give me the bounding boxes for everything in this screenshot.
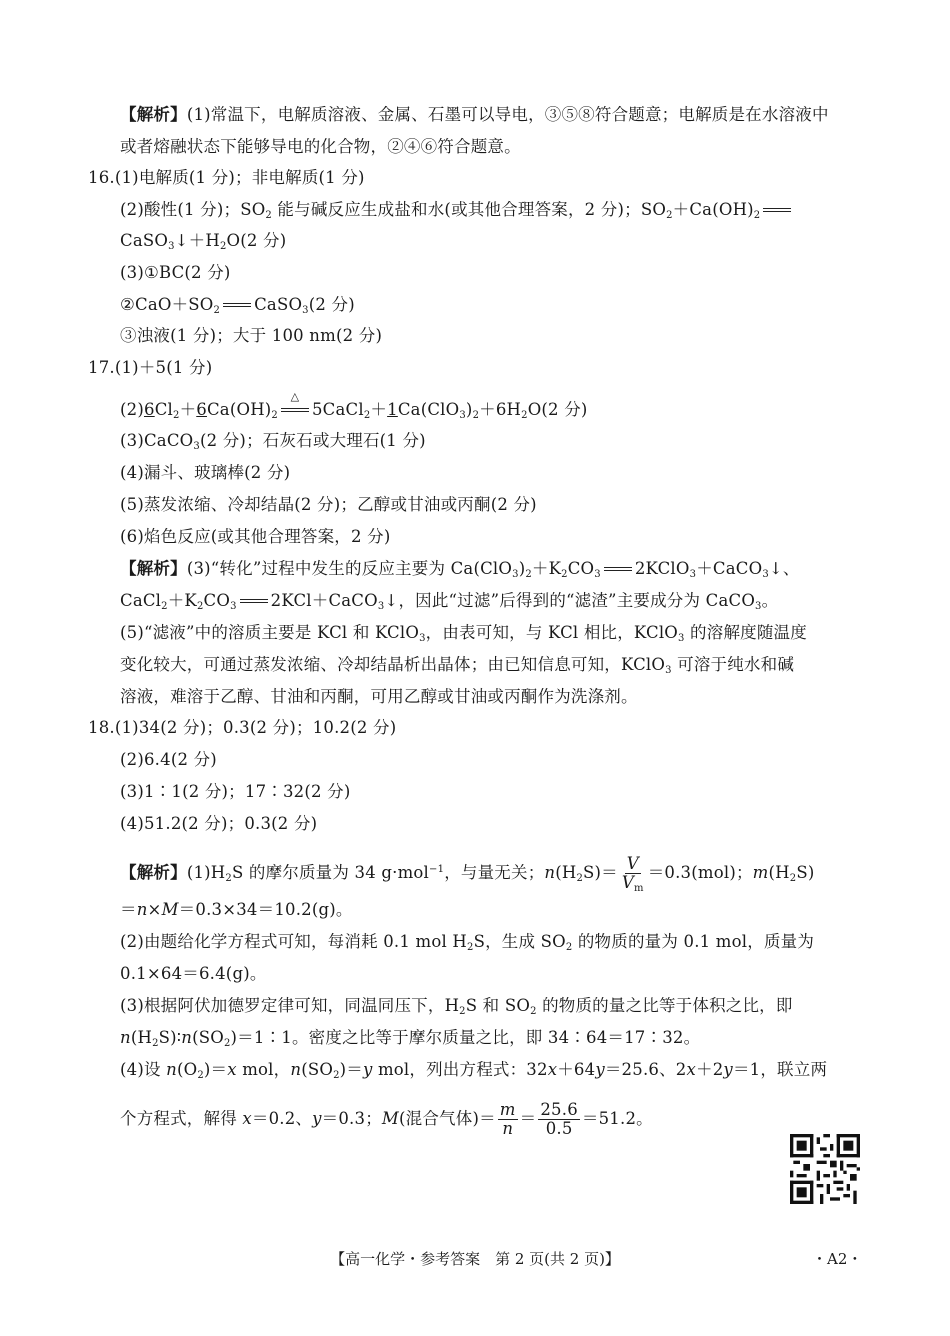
- text: S)＝: [583, 863, 618, 882]
- text: (1)常温下，电解质溶液、金属、石墨可以导电，③⑤⑧符合题意；电解质是在水溶液中: [186, 105, 829, 124]
- text: 0.1×64＝6.4(g)。: [120, 964, 267, 983]
- q18-analysis-8: [120, 1101, 653, 1138]
- text: S 和 SO: [465, 996, 531, 1015]
- text: (4)漏斗、玻璃棒(2 分): [120, 463, 291, 482]
- subscript: 2: [459, 1006, 466, 1017]
- subscript: 2: [521, 410, 528, 421]
- q17-line-4: [120, 462, 290, 484]
- qr-code-icon: [790, 1134, 860, 1204]
- fraction-v-over-vm: [620, 855, 646, 892]
- q17-line-2: [120, 390, 588, 421]
- text: 2KCl＋CaCO: [270, 591, 378, 610]
- q17-line-1: [88, 357, 212, 379]
- subscript: 3: [512, 569, 519, 580]
- text: )＝1∶1。密度之比等于摩尔质量之比，即 34∶64＝17∶32。: [230, 1028, 701, 1047]
- text: ↓，因此“过滤”后得到的“滤渣”主要成分为 CaCO: [384, 591, 756, 610]
- subscript: 2: [467, 942, 474, 953]
- subscript: 2: [565, 942, 573, 953]
- equals-sign: [601, 558, 635, 580]
- text: mol，: [236, 1060, 291, 1079]
- text: (2 分): [308, 295, 355, 314]
- subscript: 3: [459, 410, 466, 421]
- q18-line-1: [88, 717, 396, 739]
- text: 6H: [495, 400, 522, 419]
- q17-analysis-4: [120, 654, 794, 676]
- subscript: 3: [665, 665, 672, 676]
- question-number: 16.: [88, 168, 115, 187]
- q18-analysis-7: [120, 1059, 827, 1081]
- q18-analysis-4: [120, 963, 267, 985]
- text: (混合气体)＝: [399, 1109, 496, 1128]
- text: O(2 分): [226, 231, 287, 250]
- text: (3)①BC(2 分): [120, 263, 231, 282]
- subscript: 3: [594, 569, 601, 580]
- text: ＝: [519, 1109, 537, 1128]
- text: (2)6.4(2 分): [120, 750, 217, 769]
- text: (O: [176, 1060, 198, 1079]
- subscript: 3: [678, 633, 685, 644]
- text: S 的摩尔质量为 34 g·mol: [231, 863, 430, 882]
- text: 能与碱反应生成盐和水(或其他合理答案，2 分)；SO: [271, 200, 667, 219]
- subscript: 2: [219, 241, 227, 252]
- text: (3)“转化”过程中发生的反应主要为 Ca(ClO: [186, 559, 513, 578]
- text: (H: [130, 1028, 153, 1047]
- text: (H: [768, 863, 790, 882]
- variable: M: [161, 900, 179, 919]
- subscript: 2: [666, 210, 673, 221]
- q18-analysis-3: [120, 931, 814, 953]
- text: ＋CaCO: [696, 559, 763, 578]
- text: (SO: [192, 1028, 224, 1047]
- text: ，与量无关；: [444, 863, 545, 882]
- equals-sign: [237, 590, 271, 612]
- text: ×: [147, 900, 162, 919]
- heat-equals-sign: [278, 390, 312, 421]
- subscript: 2: [363, 410, 371, 421]
- text: (4)51.2(2 分)；0.3(2 分): [120, 814, 318, 833]
- subscript: 2: [161, 601, 168, 612]
- subscript: 2: [333, 1070, 340, 1081]
- text: S)∶: [158, 1028, 182, 1047]
- variable: x: [227, 1060, 237, 1079]
- text: (H: [555, 863, 577, 882]
- subscript: 3: [193, 441, 200, 452]
- text: )＝: [203, 1060, 228, 1079]
- text: ，由表可知，与 KCl 相比，KClO: [425, 623, 679, 642]
- variable: M: [381, 1109, 400, 1128]
- variable: n: [136, 900, 148, 919]
- q17-line-6: [120, 526, 391, 548]
- text: 的溶解度随温度: [684, 623, 807, 642]
- text: ＝0.3(mol)；: [647, 863, 753, 882]
- text: 可溶于纯水和碱: [671, 655, 795, 674]
- text: Ca(ClO: [397, 400, 460, 419]
- subscript: 2: [173, 410, 180, 421]
- text: Ca(OH): [206, 400, 272, 419]
- subscript: 2: [789, 873, 797, 884]
- text: 2KClO: [634, 559, 690, 578]
- text: (2): [120, 400, 144, 419]
- text: (3)1∶1(2 分)；17∶32(2 分): [120, 782, 351, 801]
- text: (1)H: [186, 863, 226, 882]
- text: 。: [761, 591, 779, 610]
- text: (4)设: [120, 1060, 167, 1079]
- text: ③浊液(1 分)；大于 100 nm(2 分): [120, 326, 383, 345]
- numerator: V: [626, 854, 639, 873]
- numerator: m: [499, 1100, 516, 1119]
- text: (2)酸性(1 分)；SO: [120, 200, 266, 219]
- variable: y: [312, 1109, 322, 1128]
- text: mol，列出方程式：32: [372, 1060, 548, 1079]
- text: CO: [567, 559, 595, 578]
- text: Cl: [154, 400, 173, 419]
- q18-analysis-6: [120, 1027, 700, 1049]
- text: (2)由题给化学方程式可知，每消耗 0.1 mol H: [120, 932, 467, 951]
- subscript: 2: [271, 410, 278, 421]
- variable: m: [752, 863, 769, 882]
- text: ＝25.6、2: [604, 1060, 687, 1079]
- subscript: 3: [230, 601, 237, 612]
- coefficient: 1: [387, 400, 398, 419]
- subscript: 2: [576, 873, 584, 884]
- subscript: 2: [561, 569, 568, 580]
- analysis-label: 【解析】: [120, 863, 187, 882]
- q16-line-4: [120, 262, 231, 284]
- q18-line-3: [120, 781, 351, 803]
- text: ＋: [370, 400, 388, 419]
- q17-analysis-5: [120, 686, 638, 708]
- text: 的物质的量为 0.1 mol，质量为: [572, 932, 815, 951]
- text: ＋K: [531, 559, 562, 578]
- text: ＝51.2。: [581, 1109, 653, 1128]
- q17-analysis-3: [120, 622, 807, 644]
- text: ＋: [479, 400, 496, 419]
- text: 的物质的量之比等于体积之比，即: [536, 996, 793, 1015]
- variable: y: [362, 1060, 373, 1079]
- page-number: ・A2・: [812, 1250, 863, 1268]
- text: ＋Ca(OH): [672, 200, 754, 219]
- variable: V: [621, 873, 634, 892]
- variable: n: [166, 1060, 177, 1079]
- q16-line-2: [120, 199, 794, 221]
- subscript: m: [634, 883, 644, 894]
- text: ＝0.3；: [321, 1109, 382, 1128]
- equals-sign: [220, 294, 254, 316]
- text: CaSO: [120, 231, 169, 250]
- subscript: 2: [525, 569, 532, 580]
- q18-line-2: [120, 749, 217, 771]
- subscript: 3: [419, 633, 426, 644]
- coefficient: 6: [143, 400, 155, 419]
- analysis-line-2: [120, 136, 521, 158]
- q17-line-5: [120, 494, 537, 516]
- denominator: 0.5: [545, 1119, 573, 1138]
- subscript: 2: [472, 410, 480, 421]
- text: CaCl: [120, 591, 162, 610]
- q17-analysis-1: [120, 558, 800, 580]
- superscript: −1: [429, 864, 445, 875]
- variable: n: [120, 1028, 131, 1047]
- q17-analysis-2: [120, 590, 778, 612]
- q16-line-3: [120, 230, 286, 252]
- text: (SO: [301, 1060, 334, 1079]
- subscript: 2: [196, 601, 204, 612]
- variable: x: [686, 1060, 697, 1079]
- text: ＋: [179, 400, 197, 419]
- text: (1)＋5(1 分): [114, 358, 213, 377]
- subscript: 3: [377, 601, 385, 612]
- subscript: 2: [213, 305, 221, 316]
- text: (3)CaCO: [120, 431, 194, 450]
- denominator: [620, 874, 646, 892]
- coefficient: 6: [196, 400, 207, 419]
- subscript: 3: [168, 241, 175, 252]
- subscript: 2: [265, 210, 272, 221]
- text: ②CaO＋SO: [120, 295, 214, 314]
- text: (2 分)；石灰石或大理石(1 分): [199, 431, 426, 450]
- variable: y: [723, 1060, 733, 1079]
- denominator: n: [502, 1119, 514, 1138]
- subscript: 2: [225, 873, 232, 884]
- text: S): [796, 863, 815, 882]
- question-number: 17.: [88, 358, 115, 377]
- text: (5)蒸发浓缩、冷却结晶(2 分)；乙醇或甘油或丙酮(2 分): [120, 495, 537, 514]
- text: 溶液，难溶于乙醇、甘油和丙酮，可用乙醇或甘油或丙酮作为洗涤剂。: [120, 687, 638, 706]
- analysis-line-1: [120, 104, 829, 126]
- q18-analysis-1: [120, 855, 814, 892]
- subscript: 3: [689, 569, 697, 580]
- question-number: 18.: [88, 718, 115, 737]
- q16-line-6: [120, 325, 382, 347]
- analysis-label: 【解析】: [120, 105, 187, 124]
- variable: y: [595, 1060, 605, 1079]
- text: )＝: [339, 1060, 363, 1079]
- q16-line-5: [120, 294, 355, 316]
- equals-sign: [760, 199, 794, 221]
- text: ＝1，联立两: [732, 1060, 828, 1079]
- subscript: 3: [755, 601, 762, 612]
- variable: n: [181, 1028, 193, 1047]
- variable: n: [290, 1060, 302, 1079]
- subscript: 2: [753, 210, 761, 221]
- heat-symbol: △: [290, 390, 300, 403]
- fraction-mass-over-moles: [538, 1101, 580, 1138]
- text: 变化较大，可通过蒸发浓缩、冷却结晶析出晶体；由已知信息可知，KClO: [120, 655, 666, 674]
- text: ＝0.3×34＝10.2(g)。: [178, 900, 353, 919]
- text: 个方程式，解得: [120, 1109, 243, 1128]
- text: CaSO: [254, 295, 303, 314]
- q18-line-4: [120, 813, 317, 835]
- analysis-label: 【解析】: [120, 559, 187, 578]
- text: ＝0.2、: [251, 1109, 313, 1128]
- subscript: 3: [762, 569, 769, 580]
- text: (6)焰色反应(或其他合理答案，2 分): [120, 527, 391, 546]
- subscript: 2: [530, 1006, 537, 1017]
- text: ): [518, 559, 526, 578]
- text: ): [465, 400, 473, 419]
- q18-analysis-5: [120, 995, 793, 1017]
- fraction-m-over-n: [498, 1101, 518, 1138]
- text: 或者熔融状态下能够导电的化合物，②④⑥符合题意。: [120, 137, 521, 156]
- text: (3)根据阿伏加德罗定律可知，同温同压下，H: [120, 996, 460, 1015]
- numerator: 25.6: [540, 1100, 578, 1119]
- variable: x: [242, 1109, 252, 1128]
- text: S，生成 SO: [473, 932, 566, 951]
- text: ＋K: [167, 591, 197, 610]
- variable: n: [544, 863, 556, 882]
- text: (5)“滤液”中的溶质主要是 KCl 和 KClO: [120, 623, 420, 642]
- page-footer: 【高一化学・参考答案 第 2 页(共 2 页)】: [330, 1250, 620, 1268]
- text: (1)34(2 分)；0.3(2 分)；10.2(2 分): [114, 718, 397, 737]
- subscript: 2: [152, 1038, 159, 1049]
- text: (1)电解质(1 分)；非电解质(1 分): [114, 168, 365, 187]
- text: ↓、: [768, 559, 800, 578]
- subscript: 2: [223, 1038, 231, 1049]
- text: ＋2: [696, 1060, 724, 1079]
- q16-line-1: [88, 167, 365, 189]
- text: ↓＋H: [174, 231, 220, 250]
- text: 5CaCl: [311, 400, 364, 419]
- variable: x: [547, 1060, 558, 1079]
- subscript: 2: [197, 1070, 204, 1081]
- subscript: 3: [302, 305, 309, 316]
- text: ＋64: [557, 1060, 596, 1079]
- q18-analysis-2: ＝n×M＝0.3×34＝10.2(g)。: [120, 900, 353, 919]
- text: O(2 分): [527, 400, 588, 419]
- text: CO: [203, 591, 231, 610]
- q17-line-3: [120, 430, 426, 452]
